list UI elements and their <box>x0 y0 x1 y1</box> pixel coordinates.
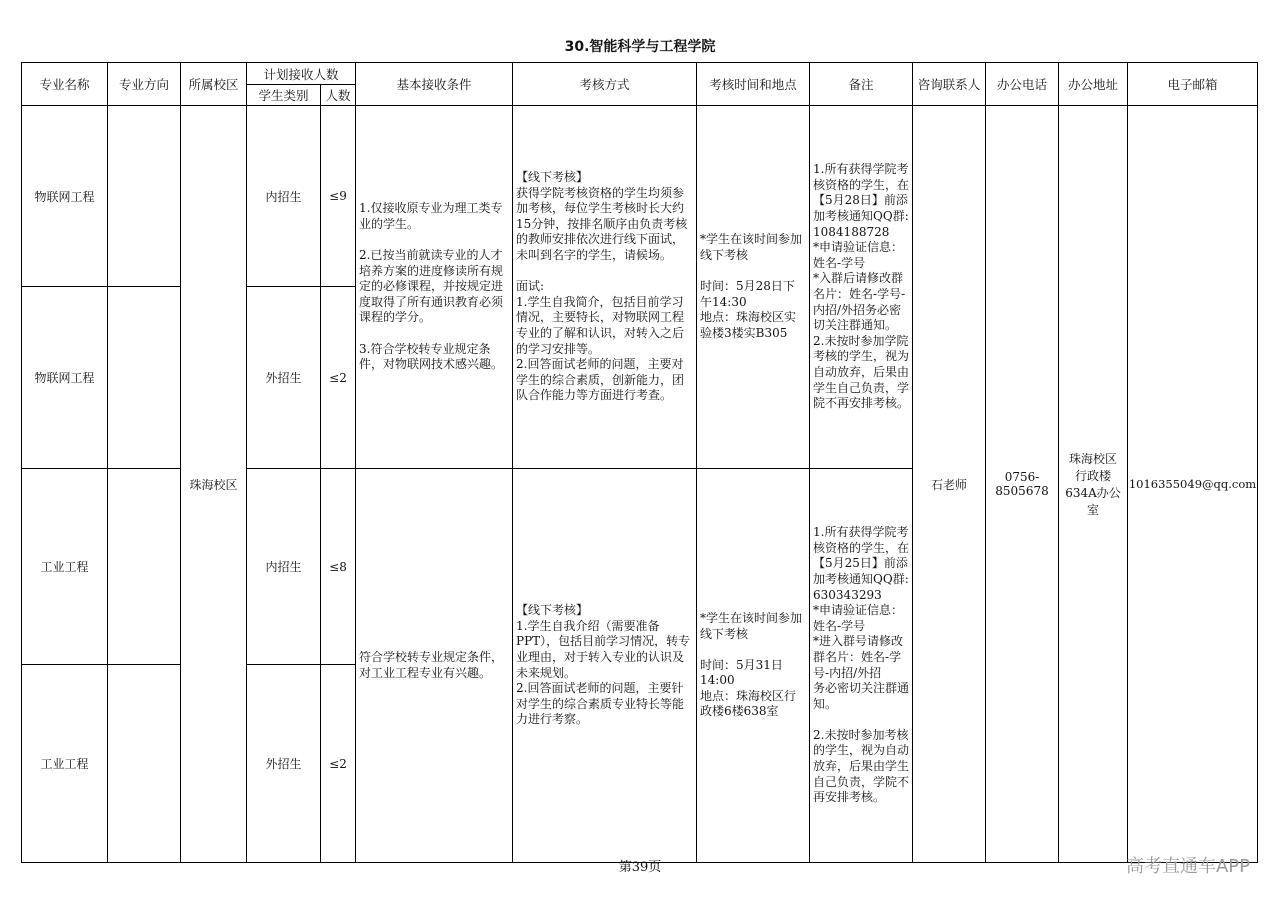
count-cell: ≤2 <box>321 287 356 469</box>
header-contact: 咨询联系人 <box>913 63 986 106</box>
direction-cell <box>108 287 181 469</box>
student-type-cell: 外招生 <box>247 665 321 863</box>
time-place-cell: *学生在该时间参加线下考核 时间：5月28日下午14:30 地点：珠海校区实验楼3楼实B305 <box>697 106 810 469</box>
header-direction: 专业方向 <box>108 63 181 106</box>
table-row <box>22 106 1258 287</box>
assessment-cell: 【线下考核】 1.学生自我介绍（需要准备PPT），包括目前学习情况，转专业理由，对于转入专业的认识及未来规划。 2.回答面试老师的问题，主要针对学生的综合素质专业特长等能力进行考察。 <box>513 469 697 863</box>
watermark: 高考直通车APP <box>1125 856 1250 877</box>
header-major: 专业名称 <box>22 63 108 106</box>
email-cell: 1016355049@qq.com <box>1128 106 1258 863</box>
count-cell: ≤8 <box>321 469 356 665</box>
page-number: 第39页 <box>618 860 662 875</box>
time-place-cell: *学生在该时间参加线下考核 时间：5月31日14:00 地点：珠海校区行政楼6楼638室 <box>697 469 810 863</box>
assessment-cell: 【线下考核】 获得学院考核资格的学生均须参加考核，每位学生考核时长大约15分钟，按排名顺序由负责考核的教师安排依次进行线下面试，未叫到名字的学生，请候场。 面试: 1.学生自我简介，包括目前学习情况，主要特长，对物联网工程专业的了解和认识，对转入之后的学习安排等。 2.回答面试老师的问题，主要对学生的综合素质，创新能力，团队合作能力等方面进行考查。 <box>513 106 697 469</box>
header-student-type: 学生类别 <box>247 85 321 106</box>
header-conditions: 基本接收条件 <box>356 63 513 106</box>
conditions-cell: 符合学校转专业规定条件，对工业工程专业有兴趣。 <box>356 469 513 863</box>
major-cell: 工业工程 <box>22 469 108 665</box>
header-remarks: 备注 <box>810 63 913 106</box>
transfer-major-table <box>21 62 1258 863</box>
direction-cell <box>108 469 181 665</box>
header-count: 人数 <box>321 85 356 106</box>
major-cell: 物联网工程 <box>22 287 108 469</box>
remarks-cell: 1.所有获得学院考核资格的学生，在【5月28日】前添加考核通知QQ群: 1084188728 *申请验证信息：姓名-学号 *入群后请修改群名片：姓名-学号-内招/外招务必密切关注群通知。 2.未按时参加学院考核的学生，视为自动放弃，后果由学生自己负责，学院不再安排考核。 <box>810 106 913 469</box>
direction-cell <box>108 665 181 863</box>
remarks-cell: 1.所有获得学院考核资格的学生，在【5月25日】前添加考核通知QQ群: 630343293 *申请验证信息：姓名-学号 *进入群号请修改群名片：姓名-学号-内招/外招 务必密切关注群通知。 2.未按时参加考核的学生，视为自动放弃，后果由学生自己负责，学院不再安排考核。 <box>810 469 913 863</box>
direction-cell <box>108 106 181 287</box>
count-cell: ≤9 <box>321 106 356 287</box>
conditions-cell: 1.仅接收原专业为理工类专业的学生。 2.已按当前就读专业的人才培养方案的进度修读所有规定的必修课程，并按规定进度取得了所有通识教育必须课程的学分。 3.符合学校转专业规定条件，对物联网技术感兴趣。 <box>356 106 513 469</box>
major-cell: 工业工程 <box>22 665 108 863</box>
page-title: 30.智能科学与工程学院 <box>564 39 716 55</box>
header-address: 办公地址 <box>1059 63 1128 106</box>
header-time-place: 考核时间和地点 <box>697 63 810 106</box>
address-cell: 珠海校区 行政楼 634A办公 室 <box>1059 106 1128 863</box>
contact-cell: 石老师 <box>913 106 986 863</box>
header-assessment: 考核方式 <box>513 63 697 106</box>
header-plan: 计划接收人数 <box>247 63 356 85</box>
student-type-cell: 内招生 <box>247 106 321 287</box>
header-phone: 办公电话 <box>986 63 1059 106</box>
student-type-cell: 外招生 <box>247 287 321 469</box>
header-email: 电子邮箱 <box>1128 63 1258 106</box>
campus-cell: 珠海校区 <box>181 106 247 863</box>
student-type-cell: 内招生 <box>247 469 321 665</box>
major-cell: 物联网工程 <box>22 106 108 287</box>
phone-cell: 0756- 8505678 <box>986 106 1059 863</box>
header-campus: 所属校区 <box>181 63 247 106</box>
count-cell: ≤2 <box>321 665 356 863</box>
